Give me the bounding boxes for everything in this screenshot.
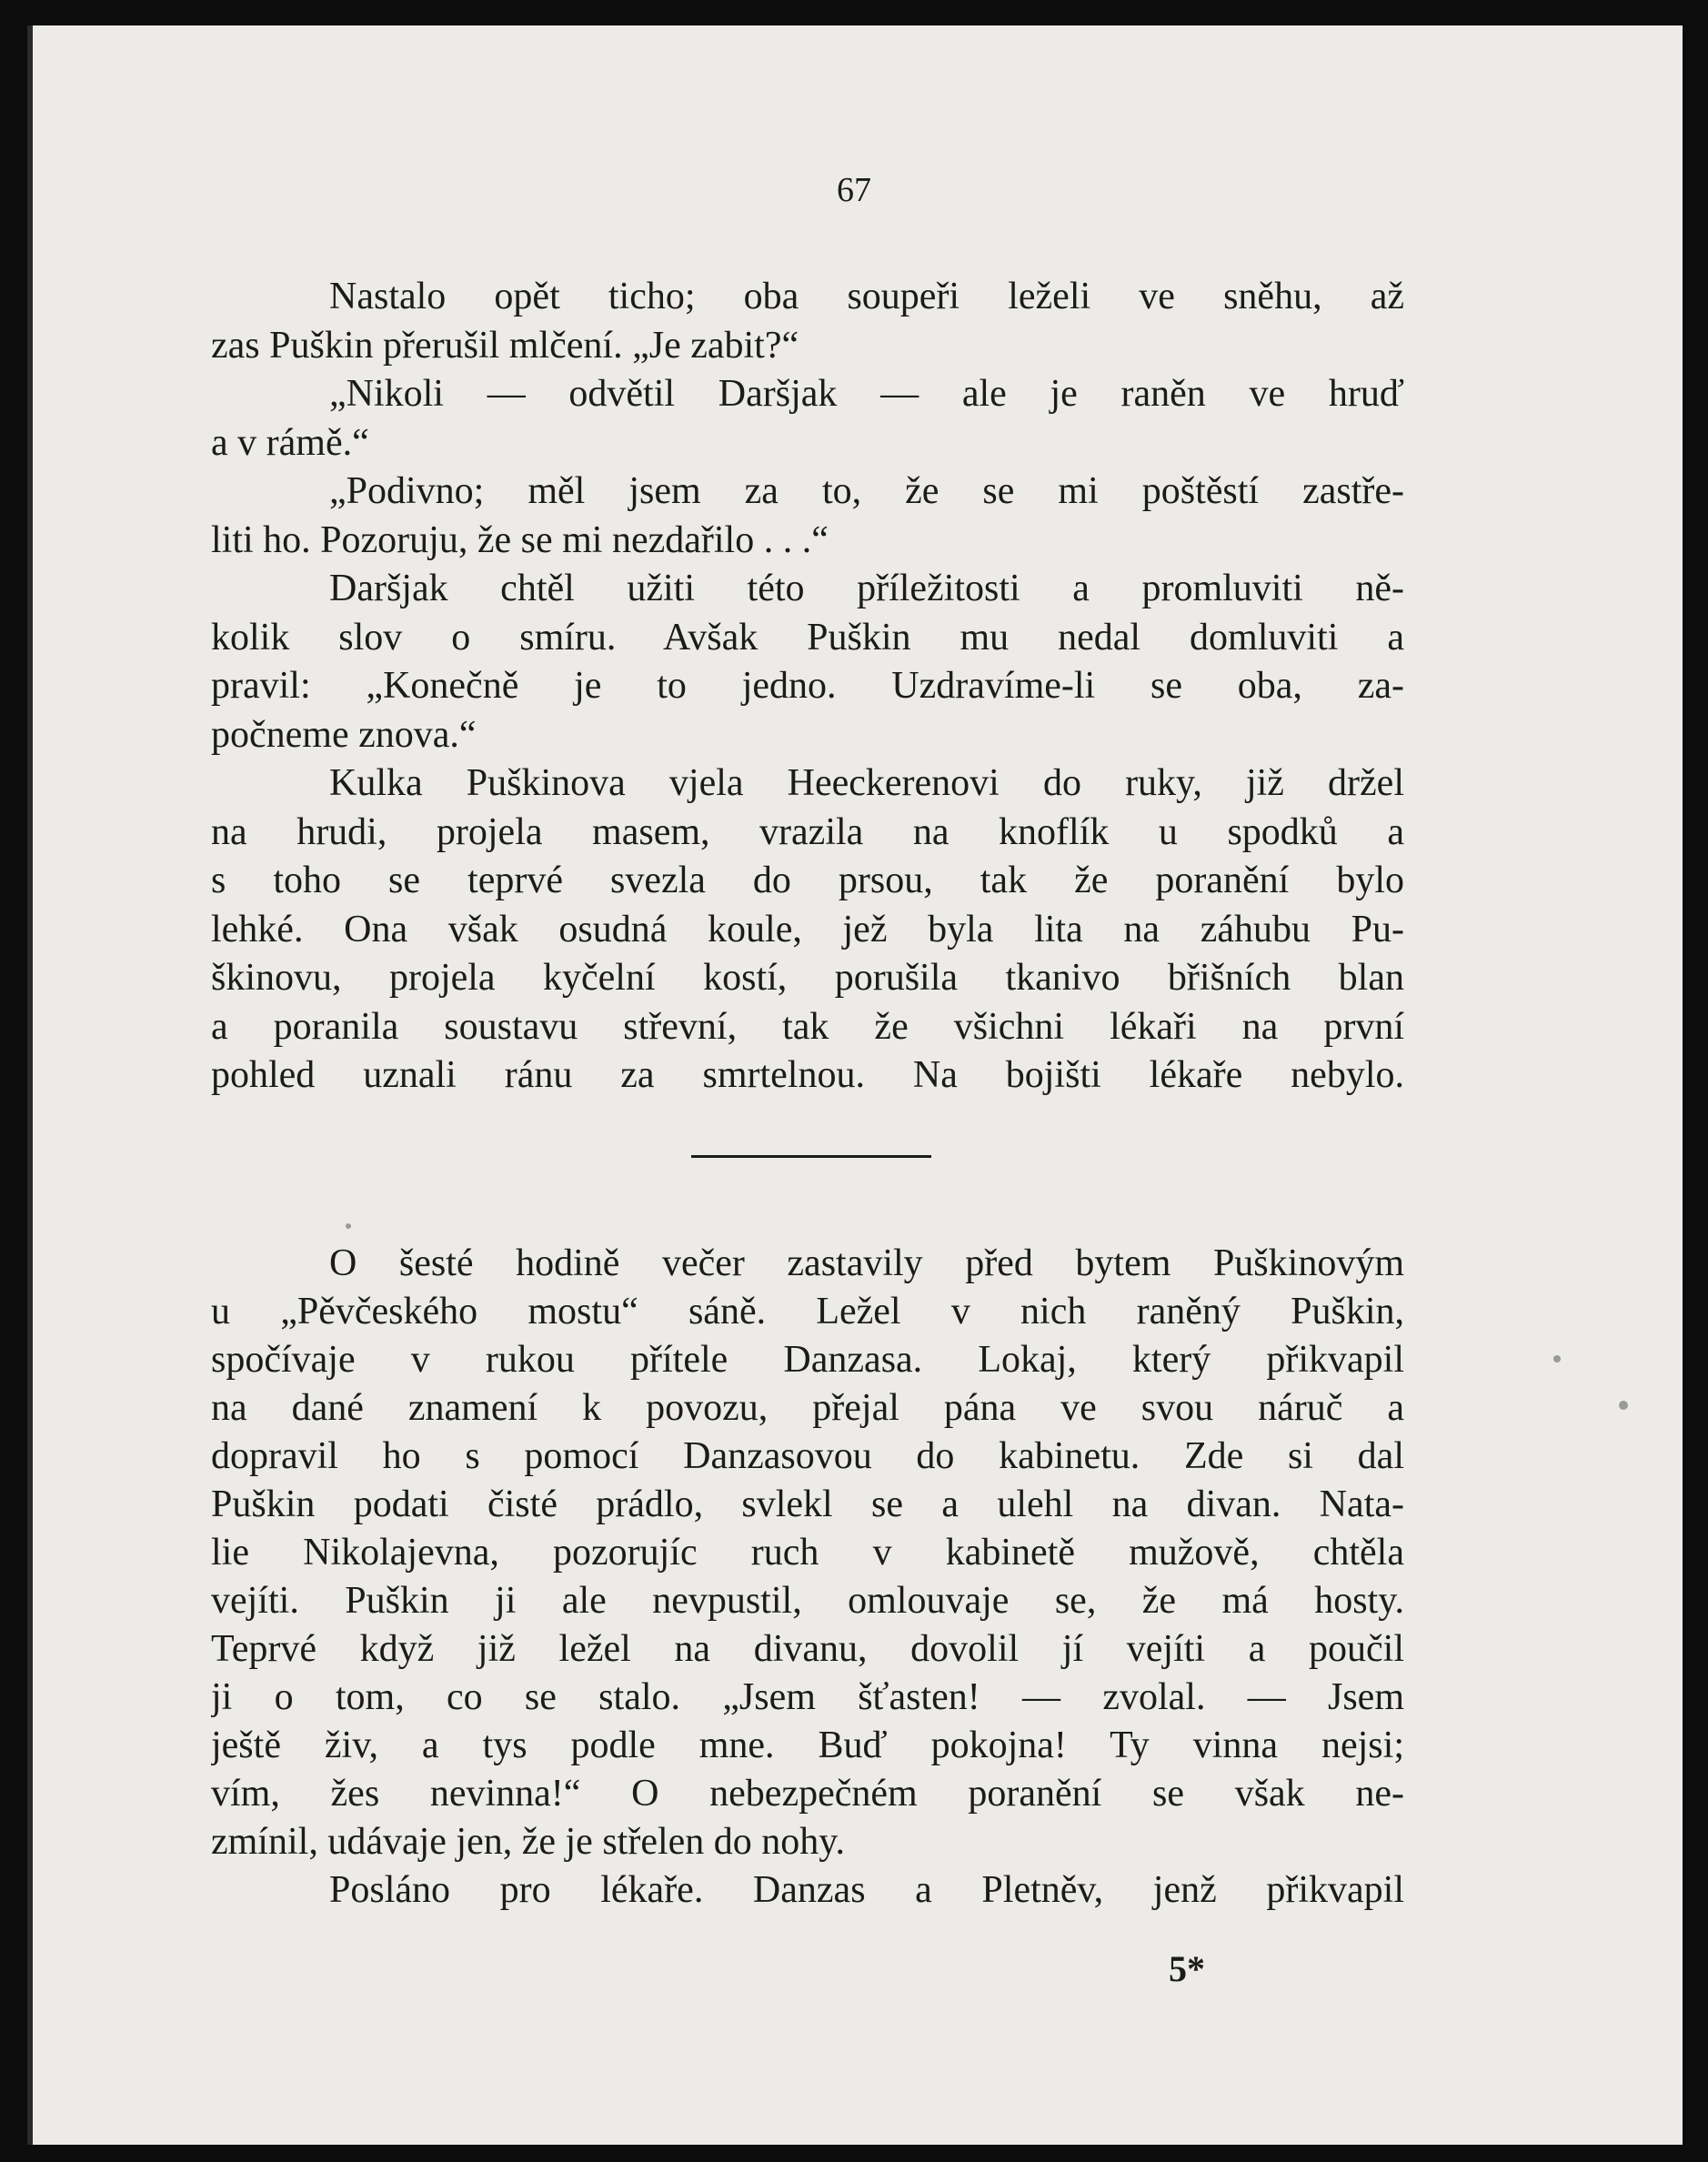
text-line: lie Nikolajevna, pozorujíc ruch v kabinetě mužově, chtěla (211, 1532, 1404, 1574)
section-separator-rule (691, 1155, 931, 1158)
text-line: pravil: „Konečně je to jedno. Uzdravíme-li se oba, za- (211, 665, 1404, 707)
text-line: kolik slov o smíru. Avšak Puškin mu nedal domluviti a (211, 616, 1404, 659)
text-line: pohled uznali ránu za smrtelnou. Na bojišti lékaře nebylo. (211, 1054, 1404, 1096)
text-line: vím, žes nevinna!“ O nebezpečném poranění se však ne- (211, 1773, 1404, 1815)
text-line: lehké. Ona však osudná koule, jež byla lita na záhubu Pu- (211, 908, 1404, 950)
text-line: a v rámě.“ (211, 421, 369, 464)
text-line: liti ho. Pozoruju, že se mi nezdařilo . . .“ (211, 518, 829, 561)
text-line: vejíti. Puškin ji ale nevpustil, omlouvaje se, že má hosty. (211, 1580, 1404, 1622)
text-line: zas Puškin přerušil mlčení. „Je zabit?“ (211, 324, 799, 367)
scan-speck (1619, 1401, 1628, 1410)
text-line: ji o tom, co se stalo. „Jsem šťasten! — zvolal. — Jsem (211, 1676, 1404, 1718)
text-line: „Podivno; měl jsem za to, že se mi poštěstí zastře- (329, 470, 1404, 512)
text-line: na hrudi, projela masem, vrazila na knoflík u spodků a (211, 810, 1404, 853)
text-line: „Nikoli — odvětil Daršjak — ale je raněn ve hruď (329, 373, 1404, 415)
text-line: Daršjak chtěl užiti této příležitosti a promluviti ně- (329, 568, 1404, 609)
text-line: u „Pěvčeského mostu“ sáně. Ležel v nich raněný Puškin, (211, 1291, 1404, 1332)
scan-speck (346, 1223, 351, 1229)
text-section-return-home (211, 1240, 1404, 1915)
scan-speck (1553, 1355, 1561, 1363)
text-line: a poranila soustavu střevní, tak že všichni lékaři na první (211, 1005, 1404, 1048)
text-line: spočívaje v rukou přítele Danzasa. Lokaj, který přikvapil (211, 1339, 1404, 1381)
text-line: počneme znova.“ (211, 713, 477, 756)
text-line: s toho se teprvé svezla do prsou, tak že poranění bylo (211, 860, 1404, 901)
page-number: 67 (837, 171, 871, 209)
text-line: dopravil ho s pomocí Danzasovou do kabinetu. Zde si dal (211, 1435, 1404, 1477)
text-line: Kulka Puškinova vjela Heeckerenovi do ruky, již držel (329, 762, 1404, 804)
text-line: Posláno pro lékaře. Danzas a Pletněv, jenž přikvapil (329, 1869, 1404, 1911)
signature-mark: 5* (1169, 1948, 1205, 1989)
text-line: ještě živ, a tys podle mne. Buď pokojna! Ty vinna nejsi; (211, 1725, 1404, 1766)
text-section-duel (211, 273, 1404, 1101)
text-line: Teprvé když již ležel na divanu, dovolil jí vejíti a poučil (211, 1628, 1404, 1670)
page-edge-shadow (27, 25, 33, 2145)
text-line: na dané znamení k povozu, přejal pána ve svou náruč a (211, 1387, 1404, 1429)
text-line: zmínil, udávaje jen, že je střelen do nohy. (211, 1821, 846, 1863)
text-line: Puškin podati čisté prádlo, svlekl se a ulehl na divan. Nata- (211, 1483, 1404, 1525)
text-line: Nastalo opět ticho; oba soupeři leželi ve sněhu, až (329, 276, 1404, 317)
text-line: škinovu, projela kyčelní kostí, porušila tkanivo břišních blan (211, 957, 1404, 999)
text-line: O šesté hodině večer zastavily před bytem Puškinovým (329, 1242, 1404, 1284)
